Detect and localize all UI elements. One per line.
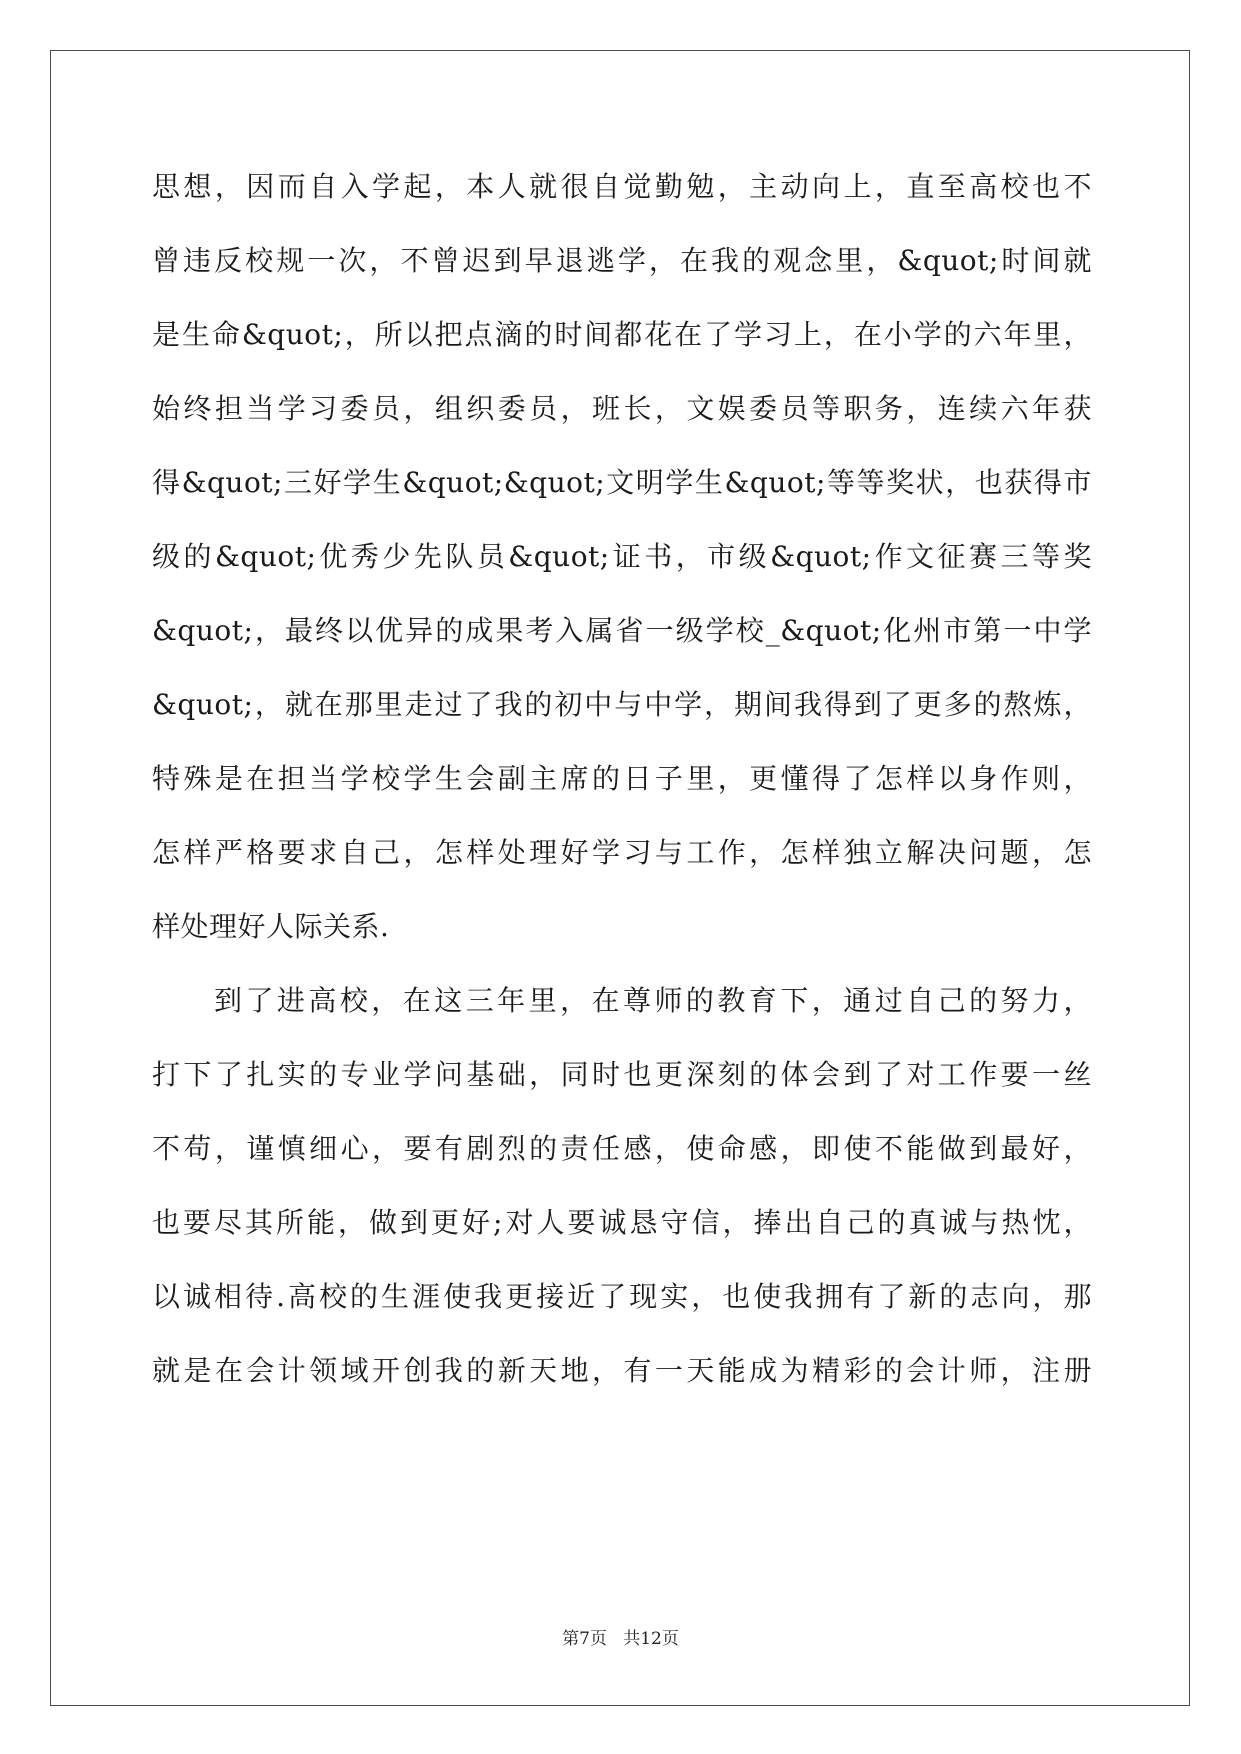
text-line-4: 始终担当学习委员，组织委员，班长，文娱委员等职务，连续六年获 (152, 392, 1092, 425)
text-line-13: 打下了扎实的专业学问基础，同时也更深刻的体会到了对工作要一丝 (152, 1058, 1092, 1091)
page-number: 第7页 (562, 1629, 607, 1649)
text-line-11: 样处理好人际关系. (152, 910, 390, 943)
text-line-1: 思想，因而自入学起，本人就很自觉勤勉，主动向上，直至高校也不 (152, 170, 1092, 203)
text-line-6: 级的&quot;优秀少先队员&quot;证书，市级&quot;作文征赛三等奖 (152, 540, 1092, 573)
text-line-8: &quot;，就在那里走过了我的初中与中学，期间我得到了更多的熬炼， (152, 688, 1092, 721)
text-line-9: 特殊是在担当学校学生会副主席的日子里，更懂得了怎样以身作则， (152, 762, 1092, 795)
text-line-3: 是生命&quot;，所以把点滴的时间都花在了学习上，在小学的六年里， (152, 318, 1092, 351)
text-line-12: 到了进高校，在这三年里，在尊师的教育下，通过自己的努力， (214, 984, 1092, 1017)
text-line-14: 不苟，谨慎细心，要有剧烈的责任感，使命感，即使不能做到最好， (152, 1132, 1092, 1165)
document-body (152, 150, 1092, 1408)
page-total: 共12页 (623, 1629, 679, 1649)
page-footer (0, 1624, 1241, 1649)
text-line-10: 怎样严格要求自己，怎样处理好学习与工作，怎样独立解决问题，怎 (152, 836, 1092, 869)
text-line-5: 得&quot;三好学生&quot;&quot;文明学生&quot;等等奖状，也获得市 (152, 466, 1092, 499)
text-line-7: &quot;，最终以优异的成果考入属省一级学校_&quot;化州市第一中学 (152, 614, 1092, 647)
text-line-15: 也要尽其所能，做到更好;对人要诚恳守信，捧出自己的真诚与热忱， (152, 1206, 1092, 1239)
text-line-16: 以诚相待.高校的生涯使我更接近了现实，也使我拥有了新的志向，那 (152, 1280, 1092, 1313)
text-line-2: 曾违反校规一次，不曾迟到早退逃学，在我的观念里，&quot;时间就 (152, 244, 1092, 277)
text-line-17: 就是在会计领域开创我的新天地，有一天能成为精彩的会计师，注册 (152, 1354, 1092, 1387)
